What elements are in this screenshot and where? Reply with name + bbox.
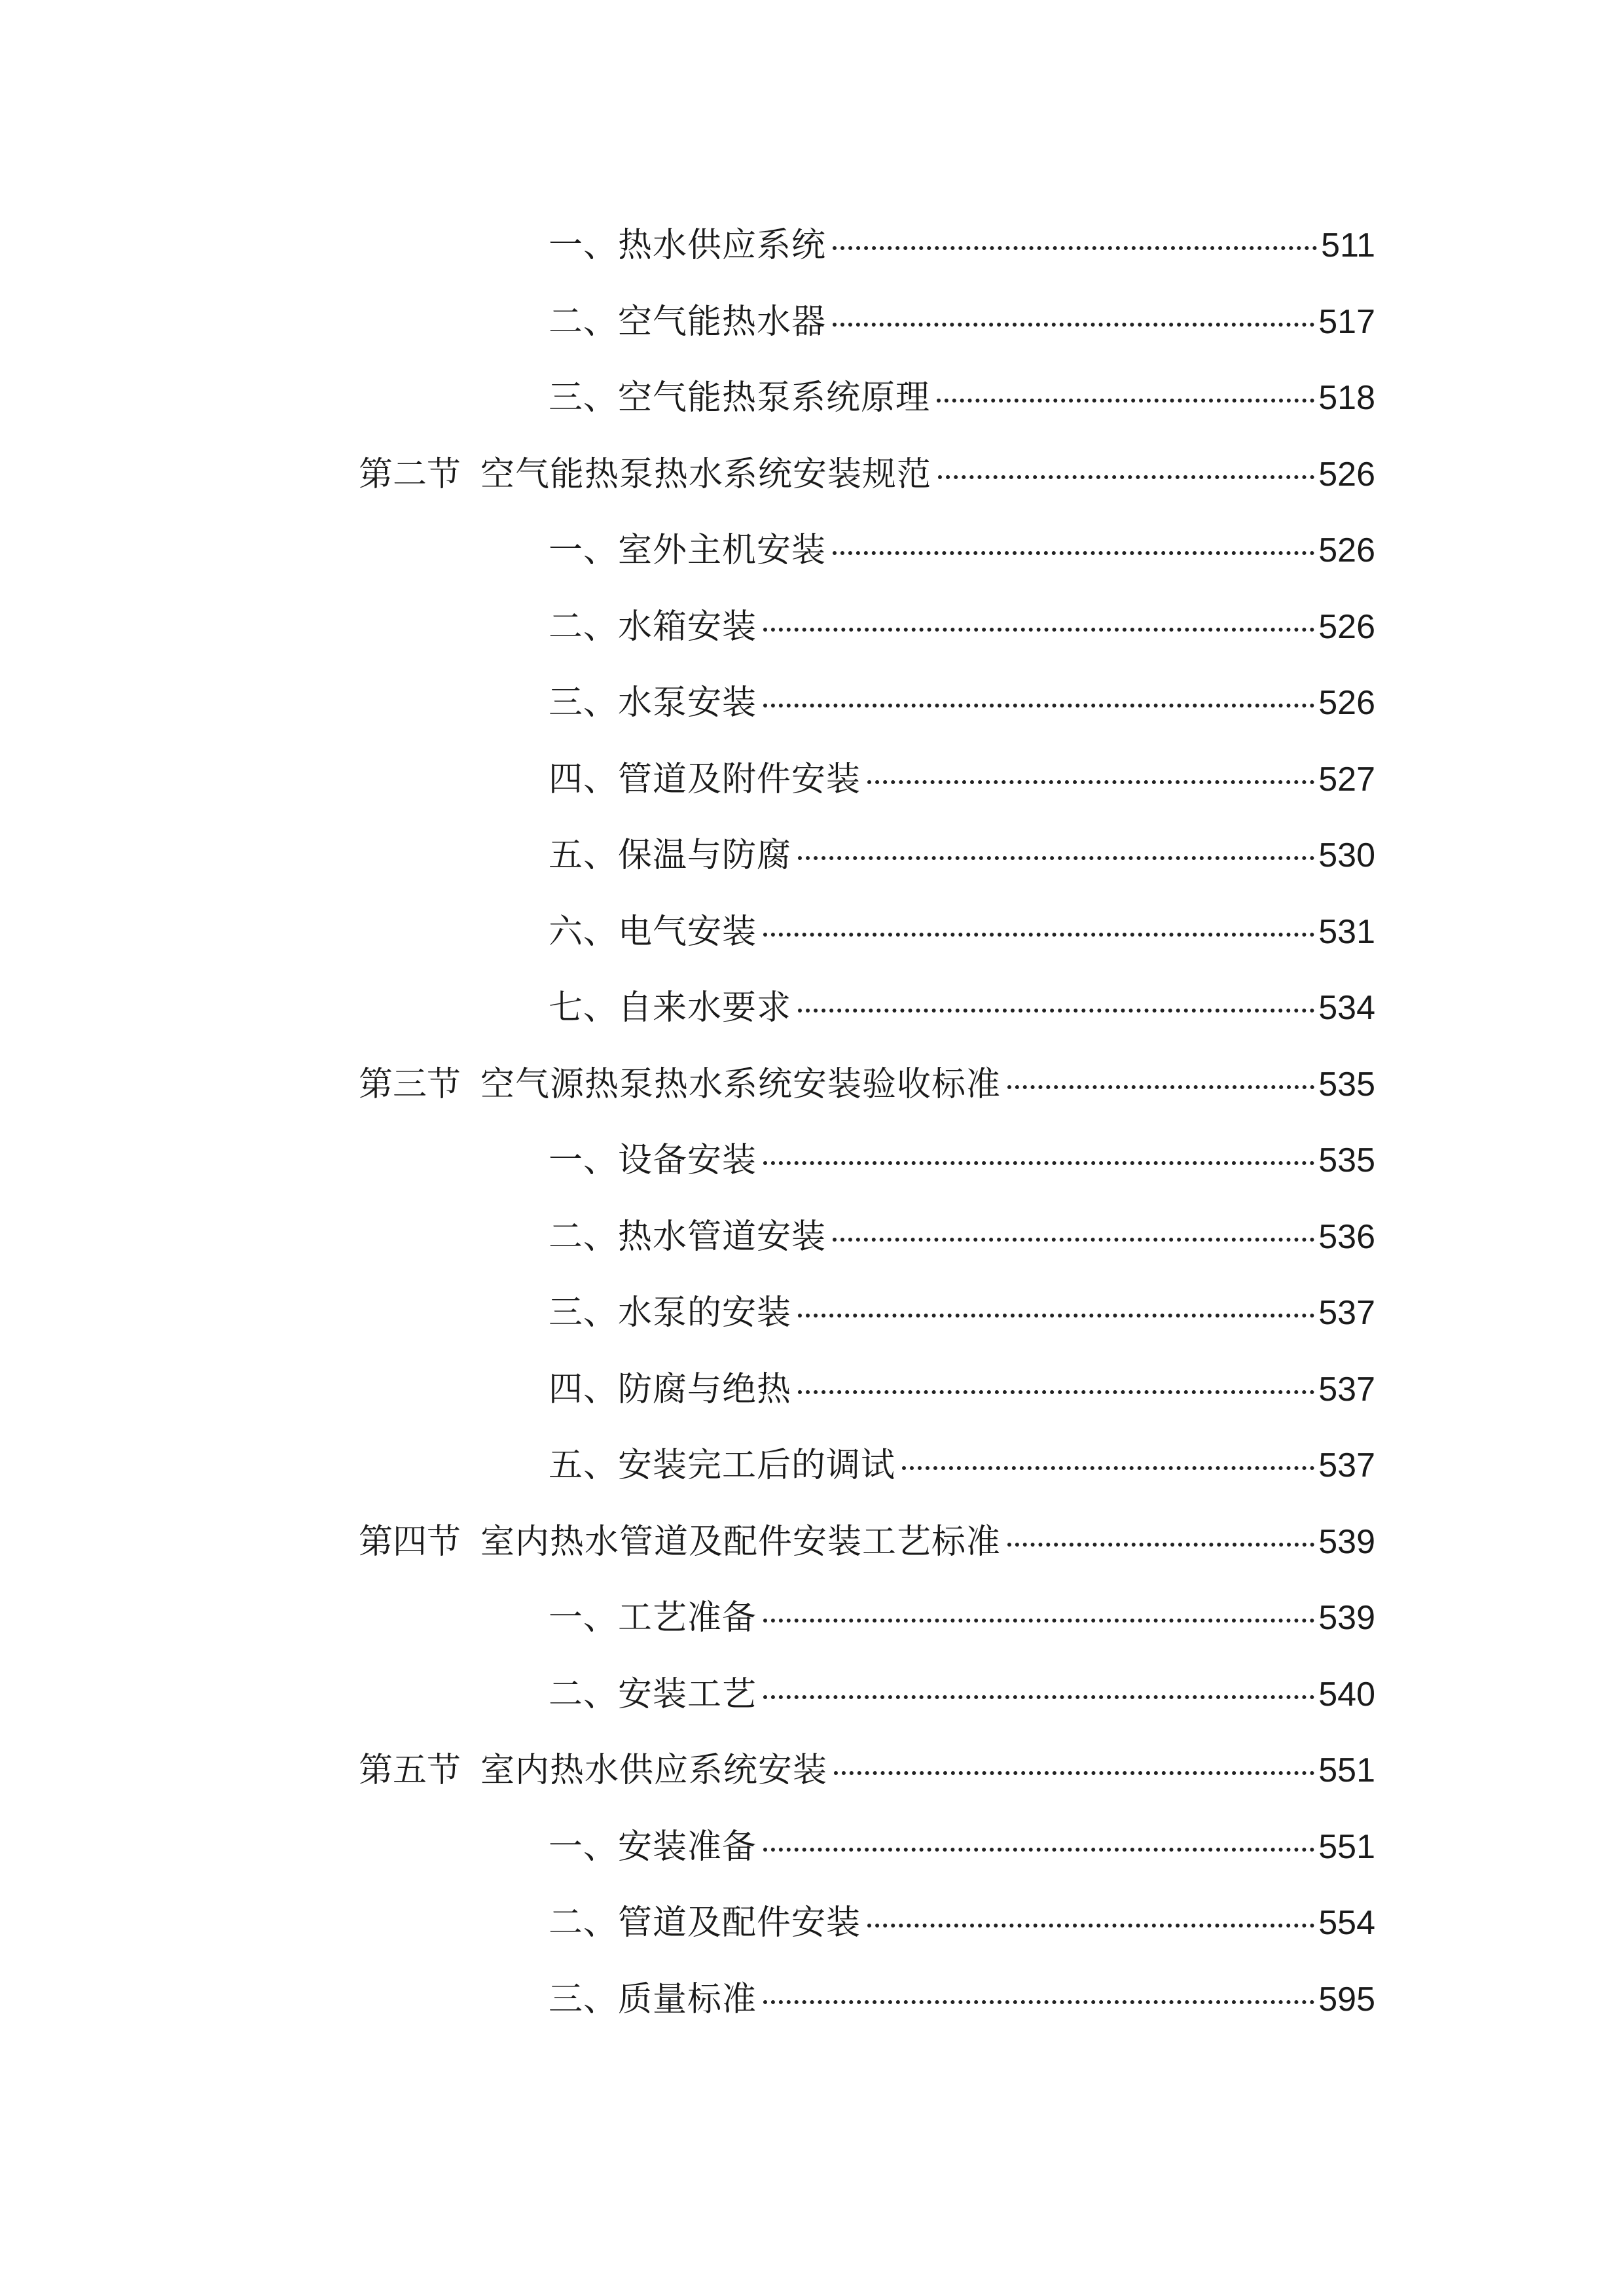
toc-entry-title: 室内热水管道及配件安装工艺标准: [480, 1522, 1001, 1562]
toc-entry-page: 530: [1318, 836, 1375, 874]
toc-entry[interactable]: [359, 360, 1375, 437]
dot-leader: [833, 1238, 1314, 1242]
dot-leader: [763, 2000, 1314, 2004]
toc-entry-title: 室内热水供应系统安装: [480, 1751, 828, 1790]
toc-entry-page: 539: [1318, 1599, 1375, 1637]
toc-entry-title: 三、空气能热泵系统原理: [549, 378, 931, 418]
toc-entry-page: 527: [1318, 760, 1375, 798]
toc-entry-page: 595: [1318, 1980, 1375, 2018]
table-of-contents: [359, 207, 1375, 2037]
dot-leader: [1007, 1085, 1314, 1089]
dot-leader: [833, 323, 1314, 327]
toc-entry-page: 526: [1318, 684, 1375, 722]
toc-entry-page: 526: [1318, 531, 1375, 569]
toc-entry-page: 511: [1321, 226, 1375, 264]
toc-entry[interactable]: [359, 1275, 1375, 1352]
toc-entry-page: 554: [1318, 1904, 1375, 1942]
dot-leader: [937, 399, 1314, 403]
toc-entry[interactable]: [359, 207, 1375, 284]
toc-entry[interactable]: [359, 1885, 1375, 1962]
toc-section-label: 第二节: [359, 454, 461, 494]
toc-entry-page: 518: [1318, 379, 1375, 417]
toc-entry[interactable]: [359, 1580, 1375, 1657]
dot-leader: [763, 1695, 1314, 1699]
dot-leader: [763, 704, 1314, 708]
toc-entry-title: 二、安装工艺: [549, 1674, 757, 1714]
toc-section-label: 第三节: [359, 1064, 461, 1104]
toc-entry[interactable]: [359, 1427, 1375, 1504]
toc-entry[interactable]: [359, 1352, 1375, 1428]
toc-entry-page: 517: [1318, 302, 1375, 341]
toc-entry-title: 四、防腐与绝热: [549, 1369, 792, 1409]
toc-entry-page: 537: [1318, 1294, 1375, 1332]
toc-entry-page: 535: [1318, 1065, 1375, 1103]
toc-section-label: 第四节: [359, 1522, 461, 1562]
dot-leader: [798, 1390, 1314, 1394]
dot-leader: [867, 1924, 1314, 1928]
dot-leader: [798, 1009, 1314, 1013]
toc-section-entry[interactable]: [359, 1732, 1375, 1809]
dot-leader: [763, 1161, 1314, 1165]
toc-entry[interactable]: [359, 1657, 1375, 1733]
toc-entry-title: 一、安装准备: [549, 1827, 757, 1867]
toc-entry-page: 537: [1318, 1446, 1375, 1484]
toc-entry-page: 536: [1318, 1217, 1375, 1256]
dot-leader: [902, 1466, 1314, 1470]
toc-entry-page: 526: [1318, 607, 1375, 646]
toc-entry-page: 531: [1318, 912, 1375, 951]
toc-entry-title: 一、室外主机安装: [549, 531, 827, 570]
toc-section-entry[interactable]: [359, 1504, 1375, 1581]
toc-entry[interactable]: [359, 1962, 1375, 2038]
toc-entry-page: 537: [1318, 1370, 1375, 1408]
toc-entry-title: 二、管道及配件安装: [549, 1903, 861, 1943]
toc-entry[interactable]: [359, 284, 1375, 361]
toc-entry-page: 539: [1318, 1522, 1375, 1561]
toc-entry[interactable]: [359, 1809, 1375, 1886]
dot-leader: [833, 246, 1317, 250]
dot-leader: [834, 1771, 1314, 1775]
dot-leader: [763, 628, 1314, 632]
dot-leader: [833, 551, 1314, 555]
dot-leader: [938, 475, 1314, 479]
dot-leader: [867, 780, 1314, 784]
toc-entry-title: 一、工艺准备: [549, 1598, 757, 1638]
toc-entry-title: 一、热水供应系统: [549, 226, 827, 265]
toc-entry-page: 551: [1318, 1751, 1375, 1789]
toc-entry-title: 三、质量标准: [549, 1979, 757, 2019]
dot-leader: [763, 933, 1314, 937]
toc-entry-title: 五、安装完工后的调试: [549, 1446, 896, 1485]
dot-leader: [1007, 1543, 1314, 1547]
toc-entry[interactable]: [359, 589, 1375, 666]
toc-section-entry[interactable]: [359, 437, 1375, 513]
toc-entry-title: 二、水箱安装: [549, 607, 757, 647]
toc-entry-title: 二、空气能热水器: [549, 302, 827, 342]
toc-entry[interactable]: [359, 970, 1375, 1047]
toc-entry-title: 空气源热泵热水系统安装验收标准: [480, 1064, 1001, 1104]
toc-entry-title: 二、热水管道安装: [549, 1217, 827, 1257]
toc-entry[interactable]: [359, 817, 1375, 894]
toc-entry-title: 五、保温与防腐: [549, 836, 792, 875]
toc-entry-page: 535: [1318, 1141, 1375, 1179]
toc-entry[interactable]: [359, 665, 1375, 742]
toc-entry-title: 一、设备安装: [549, 1141, 757, 1180]
toc-entry-page: 534: [1318, 989, 1375, 1027]
toc-entry[interactable]: [359, 1122, 1375, 1199]
toc-entry-title: 三、水泵安装: [549, 683, 757, 723]
toc-entry-title: 四、管道及附件安装: [549, 759, 861, 799]
toc-entry-title: 空气能热泵热水系统安装规范: [480, 454, 932, 494]
toc-entry-page: 540: [1318, 1675, 1375, 1713]
toc-entry-title: 七、自来水要求: [549, 988, 792, 1028]
dot-leader: [798, 856, 1314, 860]
toc-entry-title: 六、电气安装: [549, 912, 757, 952]
dot-leader: [798, 1314, 1314, 1318]
toc-entry-page: 551: [1318, 1827, 1375, 1866]
dot-leader: [763, 1619, 1314, 1623]
toc-entry[interactable]: [359, 1199, 1375, 1276]
toc-section-label: 第五节: [359, 1751, 461, 1790]
toc-section-entry[interactable]: [359, 1047, 1375, 1123]
toc-entry[interactable]: [359, 742, 1375, 818]
toc-entry[interactable]: [359, 512, 1375, 589]
toc-entry[interactable]: [359, 894, 1375, 971]
dot-leader: [763, 1848, 1314, 1852]
toc-entry-page: 526: [1318, 455, 1375, 493]
toc-entry-title: 三、水泵的安装: [549, 1293, 792, 1333]
